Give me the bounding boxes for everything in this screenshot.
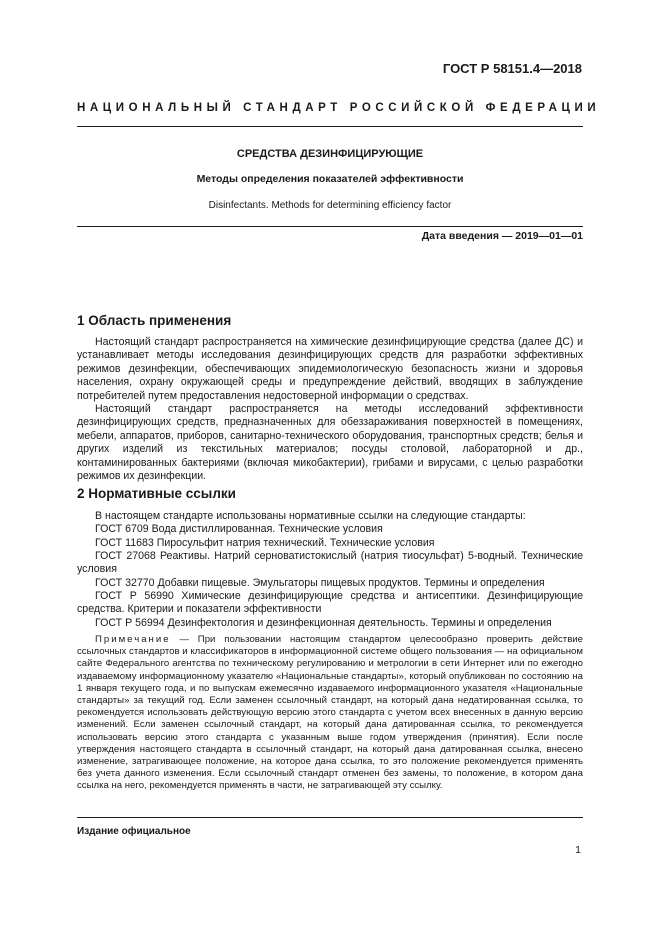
references-note	[77, 634, 583, 793]
national-standard-title: НАЦИОНАЛЬНЫЙ СТАНДАРТ РОССИЙСКОЙ ФЕДЕРАЦИИ	[77, 102, 601, 114]
reference-item: ГОСТ 32770 Добавки пищевые. Эмульгаторы пищевых продуктов. Термины и определения	[95, 577, 545, 589]
official-edition-label: Издание официальное	[77, 826, 191, 837]
document-number: ГОСТ Р 58151.4—2018	[442, 61, 582, 76]
document-subtitle: Методы определения показателей эффективности	[196, 173, 464, 185]
reference-item: ГОСТ 27068 Реактивы. Натрий серноватистокислый (натрия тиосульфат) 5-водный. Технические условия	[77, 550, 583, 576]
page-number: 1	[575, 844, 581, 856]
reference-item: ГОСТ Р 56990 Химические дезинфицирующие средства и антисептики. Дезинфицирующие средства. Критерии и показатели эффективности	[77, 590, 583, 616]
section-1-paragraph-1: Настоящий стандарт распространяется на химические дезинфицирующие средства (далее ДС) и устанавливает методы исследования дезинфицирующих средств для разработки эффективных режимов дезинфекции, обеспечивающих эпидемиологическую безопасность жизни и здоровья населения, охрану окружающей среды и предупреждение действий, вводящих в заблуждение потребителей путем предоставления недостоверной информации о средствах.	[77, 336, 583, 402]
effective-date: Дата введения — 2019—01—01	[421, 230, 583, 242]
references-intro: В настоящем стандарте использованы нормативные ссылки на следующие стандарты:	[95, 510, 526, 522]
title-rule	[77, 226, 583, 227]
note-label: Примечание	[95, 634, 171, 645]
document-title: СРЕДСТВА ДЕЗИНФИЦИРУЮЩИЕ	[236, 148, 424, 160]
section-1-paragraph-2: Настоящий стандарт распространяется на методы исследований эффективности дезинфицирующих средств, предназначенных для обеззараживания поверхностей в помещениях, мебели, аппаратов, приборов, санитарно-технического оборудования, транспортных средств; белья и других изделий из текстильных материалов; посуды столовой, лабораторной и др., контаминированных бактериями (включая микобактерии), грибами и вирусами, с целью разработки режимов их дезинфекции.	[77, 403, 583, 483]
reference-item: ГОСТ 6709 Вода дистиллированная. Технические условия	[95, 523, 383, 535]
reference-item: ГОСТ Р 56994 Дезинфектология и дезинфекционная деятельность. Термины и определения	[95, 617, 552, 629]
footer-rule	[77, 817, 583, 818]
header-rule	[77, 126, 583, 127]
english-title: Disinfectants. Methods for determining efficiency factor	[208, 200, 452, 211]
note-text: — При пользовании настоящим стандартом целесообразно проверить действие ссылочных стандартов и классификаторов в информационной системе общего пользования — на официальном сайте Федерального агентства по техническому регулированию и метрологии в сети Интернет или по ежегодно издаваемому информационному указателю «Национальные стандарты», который опубликован по состоянию на 1 января текущего года, и по выпускам ежемесячно издаваемого информационного указателя «Национальные стандарты» за текущий год. Если заменен ссылочный стандарт, на который дана недатированная ссылка, то рекомендуется использовать действующую версию этого стандарта с учетом всех внесенных в данную версию изменений. Если заменен ссылочный стандарт, на который дана датированная ссылка, то рекомендуется использовать версию этого стандарта с указанным выше годом утверждения (принятия). Если после утверждения настоящего стандарта в ссылочный стандарт, на который дана датированная ссылка, внесено изменение, затрагивающее положение, на которое дана ссылка, то это положение рекомендуется применять без учета данного изменения. Если ссылочный стандарт отменен без замены, то положение, в котором дана ссылка на него, рекомендуется применять в части, не затрагивающей эту ссылку.	[77, 634, 583, 792]
section-1-heading: 1 Область применения	[77, 313, 232, 328]
reference-item: ГОСТ 11683 Пиросульфит натрия технический. Технические условия	[95, 537, 435, 549]
section-2-heading: 2 Нормативные ссылки	[77, 486, 236, 501]
